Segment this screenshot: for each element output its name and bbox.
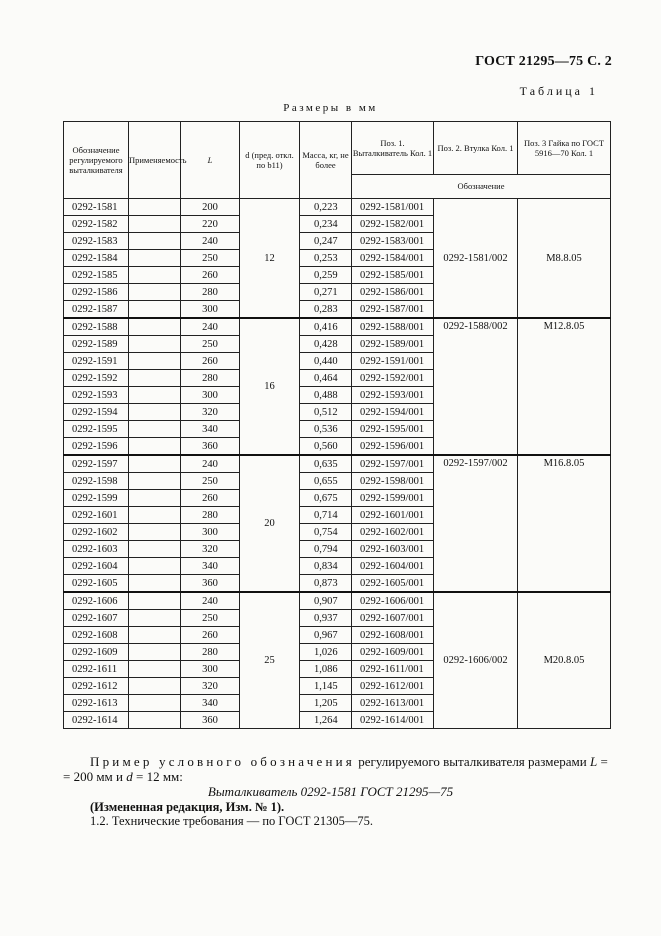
cell-L: 280	[181, 644, 240, 661]
cell-designation: 0292-1589	[64, 336, 129, 353]
cell-applicability	[129, 370, 181, 387]
table-body	[64, 199, 611, 729]
cell-applicability	[129, 199, 181, 216]
cell-pos1: 0292-1609/001	[352, 644, 434, 661]
cell-mass: 1,264	[300, 712, 352, 729]
cell-L: 280	[181, 370, 240, 387]
cell-mass: 0,488	[300, 387, 352, 404]
cell-L: 250	[181, 250, 240, 267]
cell-designation: 0292-1594	[64, 404, 129, 421]
cell-designation: 0292-1602	[64, 524, 129, 541]
dimensions-table	[63, 121, 611, 729]
cell-pos1: 0292-1613/001	[352, 695, 434, 712]
cell-mass: 0,907	[300, 592, 352, 610]
cell-applicability	[129, 438, 181, 456]
cell-L: 240	[181, 318, 240, 336]
cell-applicability	[129, 387, 181, 404]
cell-pos1: 0292-1586/001	[352, 284, 434, 301]
requirements-clause: 1.2. Технические требования — по ГОСТ 21305—75.	[90, 814, 373, 828]
cell-L: 200	[181, 199, 240, 216]
cell-applicability	[129, 404, 181, 421]
cell-L: 240	[181, 233, 240, 250]
cell-pos3: М20.8.05	[518, 592, 611, 729]
cell-applicability	[129, 695, 181, 712]
cell-mass: 0,283	[300, 301, 352, 319]
cell-pos2: 0292-1588/002	[434, 318, 518, 455]
col-L: L	[181, 122, 240, 199]
cell-pos1: 0292-1589/001	[352, 336, 434, 353]
table-row	[64, 318, 611, 336]
cell-designation: 0292-1596	[64, 438, 129, 456]
cell-mass: 0,259	[300, 267, 352, 284]
cell-L: 220	[181, 216, 240, 233]
cell-L: 300	[181, 387, 240, 404]
cell-designation: 0292-1581	[64, 199, 129, 216]
cell-mass: 0,873	[300, 575, 352, 593]
cell-designation: 0292-1591	[64, 353, 129, 370]
cell-applicability	[129, 592, 181, 610]
cell-applicability	[129, 336, 181, 353]
cell-mass: 0,464	[300, 370, 352, 387]
cell-mass: 0,440	[300, 353, 352, 370]
cell-L: 300	[181, 301, 240, 319]
cell-designation: 0292-1605	[64, 575, 129, 593]
cell-mass: 0,223	[300, 199, 352, 216]
cell-pos1: 0292-1585/001	[352, 267, 434, 284]
cell-applicability	[129, 216, 181, 233]
cell-designation: 0292-1607	[64, 610, 129, 627]
cell-designation: 0292-1598	[64, 473, 129, 490]
cell-applicability	[129, 507, 181, 524]
cell-pos1: 0292-1593/001	[352, 387, 434, 404]
cell-pos1: 0292-1594/001	[352, 404, 434, 421]
cell-pos3: М8.8.05	[518, 199, 611, 319]
cell-mass: 1,145	[300, 678, 352, 695]
cell-mass: 0,937	[300, 610, 352, 627]
cell-applicability	[129, 353, 181, 370]
col-pos2: Поз. 2. Втулка Кол. 1	[434, 122, 518, 175]
col-applicability: Применяемость	[129, 122, 181, 199]
example-d-value: = 12 мм:	[136, 769, 183, 784]
cell-applicability	[129, 627, 181, 644]
cell-pos2: 0292-1606/002	[434, 592, 518, 729]
cell-L: 280	[181, 507, 240, 524]
cell-designation: 0292-1592	[64, 370, 129, 387]
table-label: Таблица 1	[519, 84, 598, 98]
cell-L: 360	[181, 438, 240, 456]
document-header: ГОСТ 21295—75 С. 2	[475, 54, 612, 69]
cell-applicability	[129, 541, 181, 558]
example-lead: Пример условного обозначения	[90, 754, 355, 769]
cell-designation: 0292-1613	[64, 695, 129, 712]
cell-designation: 0292-1614	[64, 712, 129, 729]
cell-d: 20	[240, 455, 300, 592]
cell-pos1: 0292-1596/001	[352, 438, 434, 456]
cell-designation: 0292-1588	[64, 318, 129, 336]
cell-applicability	[129, 644, 181, 661]
cell-d: 25	[240, 592, 300, 729]
cell-mass: 0,536	[300, 421, 352, 438]
amendment-note: (Измененная редакция, Изм. № 1).	[90, 800, 285, 814]
cell-applicability	[129, 250, 181, 267]
cell-designation: 0292-1606	[64, 592, 129, 610]
cell-applicability	[129, 678, 181, 695]
cell-mass: 0,714	[300, 507, 352, 524]
cell-designation: 0292-1587	[64, 301, 129, 319]
cell-applicability	[129, 233, 181, 250]
cell-pos1: 0292-1592/001	[352, 370, 434, 387]
cell-applicability	[129, 455, 181, 473]
cell-L: 340	[181, 421, 240, 438]
cell-designation: 0292-1585	[64, 267, 129, 284]
cell-L: 360	[181, 575, 240, 593]
cell-applicability	[129, 473, 181, 490]
cell-pos1: 0292-1603/001	[352, 541, 434, 558]
cell-mass: 0,253	[300, 250, 352, 267]
cell-mass: 0,560	[300, 438, 352, 456]
col-designation: Обозначение регулируемого выталкивателя	[64, 122, 129, 199]
cell-pos1: 0292-1581/001	[352, 199, 434, 216]
cell-L: 360	[181, 712, 240, 729]
cell-pos1: 0292-1582/001	[352, 216, 434, 233]
cell-mass: 1,086	[300, 661, 352, 678]
cell-L: 320	[181, 404, 240, 421]
cell-applicability	[129, 575, 181, 593]
cell-L: 250	[181, 473, 240, 490]
cell-pos1: 0292-1605/001	[352, 575, 434, 593]
table-row	[64, 199, 611, 216]
cell-mass: 0,754	[300, 524, 352, 541]
cell-designation: 0292-1603	[64, 541, 129, 558]
cell-mass: 0,271	[300, 284, 352, 301]
cell-pos1: 0292-1595/001	[352, 421, 434, 438]
example-L-value: = 200 мм и	[63, 769, 123, 784]
cell-pos1: 0292-1614/001	[352, 712, 434, 729]
cell-designation: 0292-1601	[64, 507, 129, 524]
example-paragraph-cont	[63, 769, 183, 785]
col-pos3: Поз. 3 Гайка по ГОСТ 5916—70 Кол. 1	[518, 122, 611, 175]
cell-pos1: 0292-1587/001	[352, 301, 434, 319]
cell-designation: 0292-1611	[64, 661, 129, 678]
cell-mass: 0,416	[300, 318, 352, 336]
designation-example: Выталкиватель 0292-1581 ГОСТ 21295—75	[207, 784, 454, 799]
cell-L: 280	[181, 284, 240, 301]
example-eq: =	[600, 754, 608, 769]
cell-d: 12	[240, 199, 300, 319]
cell-designation: 0292-1612	[64, 678, 129, 695]
cell-designation: 0292-1593	[64, 387, 129, 404]
cell-designation: 0292-1597	[64, 455, 129, 473]
cell-pos1: 0292-1604/001	[352, 558, 434, 575]
example-d-symbol: d	[126, 769, 133, 784]
cell-applicability	[129, 318, 181, 336]
cell-designation: 0292-1599	[64, 490, 129, 507]
cell-designation: 0292-1586	[64, 284, 129, 301]
cell-mass: 1,026	[300, 644, 352, 661]
cell-L: 260	[181, 627, 240, 644]
cell-applicability	[129, 712, 181, 729]
cell-applicability	[129, 284, 181, 301]
cell-mass: 0,967	[300, 627, 352, 644]
cell-mass: 0,512	[300, 404, 352, 421]
cell-pos1: 0292-1584/001	[352, 250, 434, 267]
cell-L: 300	[181, 661, 240, 678]
cell-L: 300	[181, 524, 240, 541]
table-row	[64, 455, 611, 473]
cell-designation: 0292-1584	[64, 250, 129, 267]
cell-designation: 0292-1595	[64, 421, 129, 438]
cell-pos2: 0292-1597/002	[434, 455, 518, 592]
cell-applicability	[129, 301, 181, 319]
cell-pos3: М16.8.05	[518, 455, 611, 592]
col-mass: Масса, кг, не более	[300, 122, 352, 199]
cell-pos1: 0292-1608/001	[352, 627, 434, 644]
cell-pos3: М12.8.05	[518, 318, 611, 455]
cell-L: 260	[181, 490, 240, 507]
cell-L: 340	[181, 558, 240, 575]
col-sub-designation: Обозначение	[352, 175, 611, 199]
cell-mass: 0,247	[300, 233, 352, 250]
cell-d: 16	[240, 318, 300, 455]
cell-mass: 0,635	[300, 455, 352, 473]
cell-L: 320	[181, 541, 240, 558]
cell-pos1: 0292-1601/001	[352, 507, 434, 524]
cell-L: 340	[181, 695, 240, 712]
cell-pos1: 0292-1611/001	[352, 661, 434, 678]
cell-pos1: 0292-1607/001	[352, 610, 434, 627]
cell-designation: 0292-1608	[64, 627, 129, 644]
cell-L: 240	[181, 592, 240, 610]
dimensions-note: Размеры в мм	[283, 102, 378, 114]
cell-L: 250	[181, 336, 240, 353]
cell-applicability	[129, 524, 181, 541]
cell-mass: 1,205	[300, 695, 352, 712]
cell-pos1: 0292-1583/001	[352, 233, 434, 250]
cell-L: 260	[181, 267, 240, 284]
example-L-symbol: L	[589, 754, 598, 769]
cell-L: 260	[181, 353, 240, 370]
cell-designation: 0292-1583	[64, 233, 129, 250]
cell-pos1: 0292-1598/001	[352, 473, 434, 490]
cell-mass: 0,675	[300, 490, 352, 507]
cell-applicability	[129, 490, 181, 507]
cell-pos2: 0292-1581/002	[434, 199, 518, 319]
cell-pos1: 0292-1597/001	[352, 455, 434, 473]
cell-pos1: 0292-1602/001	[352, 524, 434, 541]
cell-pos1: 0292-1606/001	[352, 592, 434, 610]
cell-pos1: 0292-1599/001	[352, 490, 434, 507]
table-row	[64, 592, 611, 610]
cell-pos1: 0292-1612/001	[352, 678, 434, 695]
cell-applicability	[129, 661, 181, 678]
cell-mass: 0,655	[300, 473, 352, 490]
cell-mass: 0,234	[300, 216, 352, 233]
cell-applicability	[129, 267, 181, 284]
cell-designation: 0292-1609	[64, 644, 129, 661]
cell-applicability	[129, 421, 181, 438]
example-paragraph	[90, 754, 610, 769]
cell-L: 240	[181, 455, 240, 473]
cell-L: 250	[181, 610, 240, 627]
cell-designation: 0292-1582	[64, 216, 129, 233]
cell-L: 320	[181, 678, 240, 695]
cell-mass: 0,834	[300, 558, 352, 575]
col-pos1: Поз. 1. Выталкиватель Кол. 1	[352, 122, 434, 175]
cell-pos1: 0292-1591/001	[352, 353, 434, 370]
cell-pos1: 0292-1588/001	[352, 318, 434, 336]
cell-applicability	[129, 610, 181, 627]
example-text: регулируемого выталкивателя размерами	[358, 754, 587, 769]
cell-mass: 0,428	[300, 336, 352, 353]
col-d: d (пред. откл. по b11)	[240, 122, 300, 199]
cell-mass: 0,794	[300, 541, 352, 558]
cell-applicability	[129, 558, 181, 575]
cell-designation: 0292-1604	[64, 558, 129, 575]
